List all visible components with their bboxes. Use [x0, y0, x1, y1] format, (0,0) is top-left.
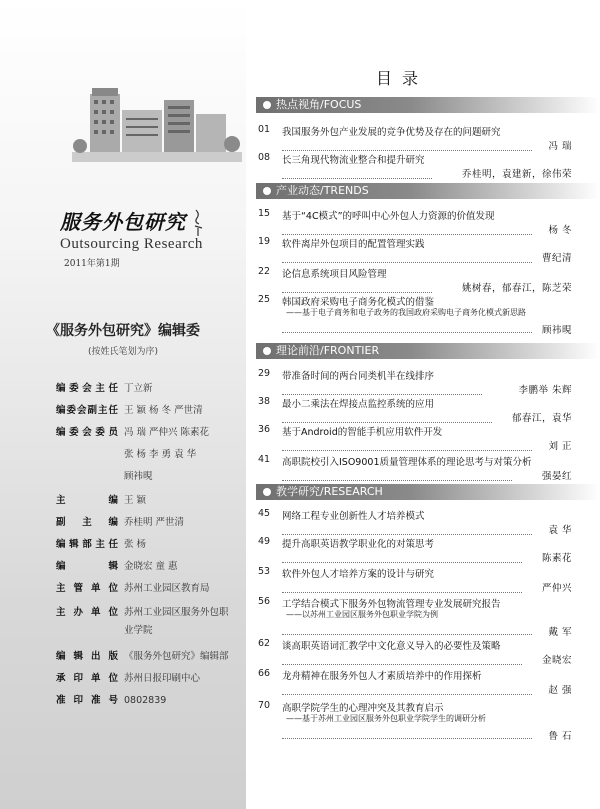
issue-label: 2011年第1期	[64, 259, 120, 269]
left-panel: 服务外包研究 Outsourcing Research 2011年第1期 《服务外包研究》编辑委 (按姓氏笔划为序) 编委会主任 丁立新 编委会副主任 王 颖 杨 冬 严世清 编委会委员 冯 瑞 严仲兴 陈素花 张 杨 李 勇 袁 华 顾祎晛 主编 王 颖 副主编 乔桂明 严世清 编辑部主任 张 杨 编辑 金晓宏 童 惠 主管单位 苏州工业园区教育局 主办单位 苏州工业园区服务外包职 业学院 编辑出版 《服务外包研究》编辑部 承印单位 苏州日报印刷中心 准印准号 0802839	[0, 0, 246, 809]
bullet-icon	[263, 187, 271, 195]
bullet-icon	[263, 488, 271, 496]
journal-logo-cn: 服务外包研究	[60, 210, 186, 234]
bullet-icon	[263, 101, 271, 109]
journal-name-en: Outsourcing Research	[60, 236, 203, 252]
section-header-research: 教学研究/RESEARCH	[256, 484, 600, 500]
section-header-focus: 热点视角/FOCUS	[256, 97, 600, 113]
bullet-icon	[263, 347, 271, 355]
toc-title: 目录	[376, 69, 429, 88]
committee-title: 《服务外包研究》编辑委	[46, 323, 200, 339]
section-header-frontier: 理论前沿/FRONTIER	[256, 343, 600, 359]
committee-note: (按姓氏笔划为序)	[87, 347, 159, 357]
section-header-trends: 产业动态/TRENDS	[256, 183, 600, 199]
calligraphy-signature-mark	[190, 206, 208, 240]
campus-building-illustration	[72, 80, 242, 162]
